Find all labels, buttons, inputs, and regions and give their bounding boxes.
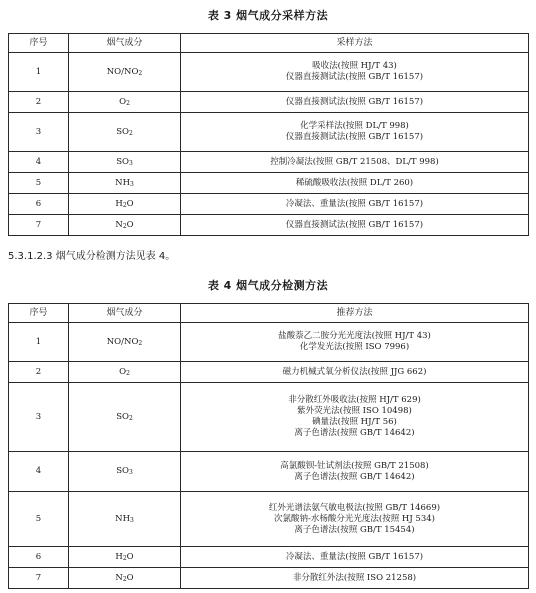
gas-component xyxy=(69,383,181,452)
method-line: 磁力机械式氧分析仪法(按照 JJG 662) xyxy=(282,366,427,377)
component-subscript: 3 xyxy=(130,180,134,188)
method-cell xyxy=(181,92,529,113)
component-subscript: 2 xyxy=(126,99,130,107)
table-row xyxy=(9,383,529,452)
component-subscript: 2 xyxy=(138,339,143,347)
table3-header-method: 采样方法 xyxy=(181,34,529,53)
gas-component xyxy=(69,492,181,547)
method-line: 离子色谱法(按照 GB/T 14642) xyxy=(294,471,415,482)
component-formula: NO/NO xyxy=(106,336,139,347)
component-formula-tail: O xyxy=(126,551,134,562)
row-number: 3 xyxy=(9,113,69,152)
table-row xyxy=(9,53,529,92)
gas-component xyxy=(69,568,181,589)
gas-component xyxy=(69,452,181,492)
method-cell xyxy=(181,362,529,383)
table4-header-method: 推荐方法 xyxy=(181,304,529,323)
table4-header-component: 烟气成分 xyxy=(69,304,181,323)
method-cell xyxy=(181,568,529,589)
row-number: 6 xyxy=(9,194,69,215)
table-row xyxy=(9,362,529,383)
method-line: 红外光谱法氨气敏电极法(按照 GB/T 14669) xyxy=(268,502,441,513)
component-formula: NO/NO xyxy=(106,66,139,77)
method-line: 离子色谱法(按照 GB/T 14642) xyxy=(294,428,415,438)
component-formula: NH xyxy=(115,513,131,524)
method-cell xyxy=(181,194,529,215)
method-line: 离子色谱法(按照 GB/T 15454) xyxy=(294,524,415,535)
table4 xyxy=(8,303,529,589)
table-row xyxy=(9,323,529,362)
component-formula: H xyxy=(115,198,123,209)
row-number: 6 xyxy=(9,547,69,568)
method-line: 稀硫酸吸收法(按照 DL/T 260) xyxy=(295,177,414,188)
row-number: 1 xyxy=(9,323,69,362)
method-cell xyxy=(181,53,529,92)
method-cell xyxy=(181,152,529,173)
method-line: 紫外荧光法(按照 ISO 10498) xyxy=(297,406,412,416)
component-formula: N xyxy=(115,219,123,230)
row-number: 4 xyxy=(9,152,69,173)
component-subscript: 3 xyxy=(128,469,133,476)
component-formula: NH xyxy=(115,177,131,188)
component-subscript: 3 xyxy=(130,516,134,524)
method-cell xyxy=(181,547,529,568)
table3-header-no: 序号 xyxy=(9,34,69,53)
component-subscript: 2 xyxy=(138,69,143,77)
method-line: 仪器直接测试法(按照 GB/T 16157) xyxy=(285,219,424,230)
row-number: 4 xyxy=(9,452,69,492)
gas-component xyxy=(69,173,181,194)
method-line: 化学采样法(按照 DL/T 998) xyxy=(300,121,409,131)
method-cell xyxy=(181,113,529,152)
component-formula-tail: O xyxy=(126,219,134,230)
method-cell xyxy=(181,492,529,547)
row-number: 2 xyxy=(9,92,69,113)
table-row xyxy=(9,492,529,547)
method-line: 冷凝法、重量法(按照 GB/T 16157) xyxy=(285,198,424,209)
method-line: 次氯酸钠-水杨酸分光光度法(按照 HJ 534) xyxy=(274,513,435,524)
gas-component xyxy=(69,194,181,215)
gas-component xyxy=(69,215,181,236)
method-cell xyxy=(181,215,529,236)
method-cell xyxy=(181,323,529,362)
table3-caption: 表 3 烟气成分采样方法 xyxy=(207,9,329,22)
gas-component xyxy=(69,323,181,362)
component-formula: H xyxy=(115,551,123,562)
method-line: 盐酸萘乙二胺分光光度法(按照 HJ/T 43) xyxy=(278,331,431,341)
method-line: 碘量法(按照 HJ/T 56) xyxy=(312,417,397,427)
component-formula-tail: O xyxy=(126,198,134,209)
method-line: 吸收法(按照 HJ/T 43) xyxy=(312,61,397,71)
method-line: 仪器直接测试法(按照 GB/T 16157) xyxy=(285,132,424,142)
method-line: 化学发光法(按照 ISO 7996) xyxy=(299,342,410,352)
table-row xyxy=(9,547,529,568)
row-number: 1 xyxy=(9,53,69,92)
component-formula: N xyxy=(115,572,123,583)
table-row xyxy=(9,113,529,152)
component-subscript: 2 xyxy=(122,575,127,583)
gas-component xyxy=(69,53,181,92)
component-formula: SO xyxy=(116,156,129,167)
method-line: 仪器直接测试法(按照 GB/T 16157) xyxy=(285,72,424,82)
row-number: 5 xyxy=(9,173,69,194)
component-subscript: 3 xyxy=(128,159,133,167)
row-number: 7 xyxy=(9,568,69,589)
component-subscript: 2 xyxy=(128,129,133,137)
method-cell xyxy=(181,173,529,194)
gas-component xyxy=(69,92,181,113)
component-subscript: 2 xyxy=(126,369,130,377)
method-line: 非分散红外吸收法(按照 HJ/T 629) xyxy=(288,395,421,405)
method-line: 控制冷凝法(按照 GB/T 21508、DL/T 998) xyxy=(270,156,439,167)
component-subscript: 2 xyxy=(122,554,127,562)
component-subscript: 2 xyxy=(128,414,133,422)
component-formula: O xyxy=(119,366,127,377)
method-line: 冷凝法、重量法(按照 GB/T 16157) xyxy=(285,551,424,562)
table-row xyxy=(9,452,529,492)
row-number: 7 xyxy=(9,215,69,236)
component-subscript: 2 xyxy=(122,201,127,209)
gas-component xyxy=(69,362,181,383)
component-formula-tail: O xyxy=(126,572,134,583)
gas-component xyxy=(69,113,181,152)
row-number: 3 xyxy=(9,383,69,452)
component-formula: O xyxy=(119,96,127,107)
method-cell xyxy=(181,383,529,452)
table-row xyxy=(9,568,529,589)
table-row xyxy=(9,173,529,194)
table4-header-no: 序号 xyxy=(9,304,69,323)
table-row xyxy=(9,215,529,236)
row-number: 2 xyxy=(9,362,69,383)
section-paragraph: 5.3.1.2.3 烟气成分检测方法见表 4。 xyxy=(8,251,176,262)
method-line: 仪器直接测试法(按照 GB/T 16157) xyxy=(285,96,424,107)
table-row xyxy=(9,92,529,113)
method-line: 高氯酸钡-钍试剂法(按照 GB/T 21508) xyxy=(280,460,429,471)
row-number: 5 xyxy=(9,492,69,547)
table3 xyxy=(8,33,529,236)
component-subscript: 2 xyxy=(122,222,127,230)
component-formula: SO xyxy=(116,411,129,422)
table4-caption: 表 4 烟气成分检测方法 xyxy=(207,279,329,292)
component-formula: SO xyxy=(116,126,129,137)
table-row xyxy=(9,152,529,173)
table3-header-component: 烟气成分 xyxy=(69,34,181,53)
gas-component xyxy=(69,152,181,173)
gas-component xyxy=(69,547,181,568)
method-cell xyxy=(181,452,529,492)
component-formula: SO xyxy=(116,466,129,476)
table-row xyxy=(9,194,529,215)
method-line: 非分散红外法(按照 ISO 21258) xyxy=(292,572,417,583)
